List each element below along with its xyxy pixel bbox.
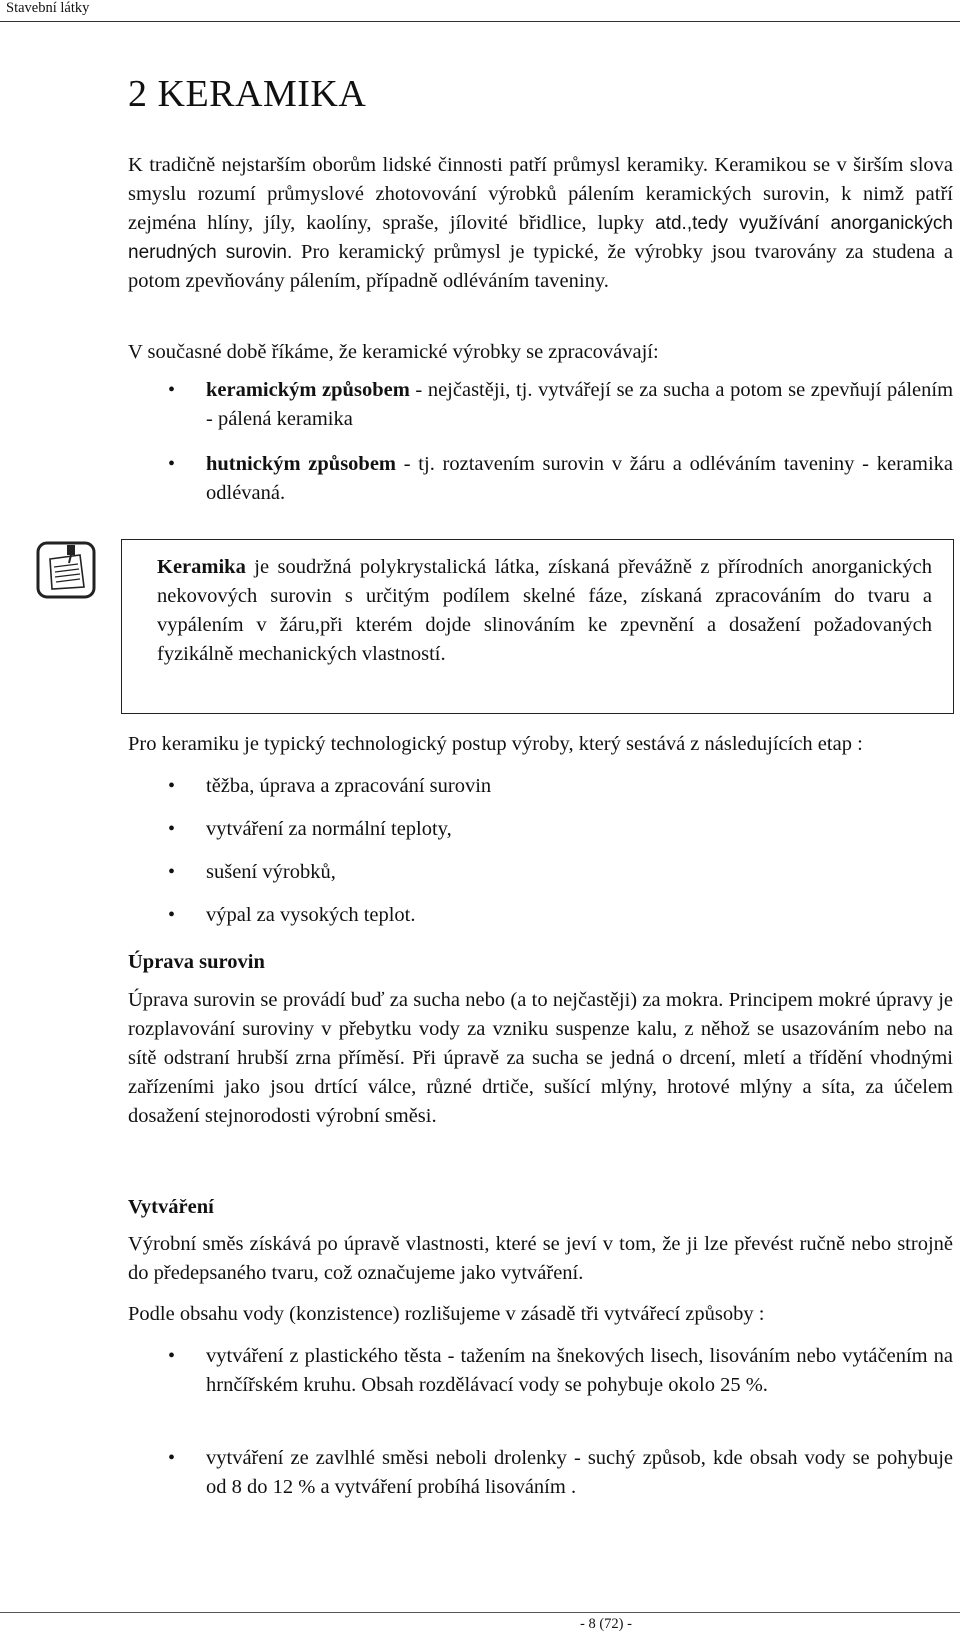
list-item bbox=[128, 815, 953, 844]
forming-method: vytváření z plastického těsta - tažením na šnekových lisech, lisováním nebo vytáčením na hrnčířském kruhu. Obsah rozdělávací vody se pohybuje okolo 25 %. bbox=[206, 1345, 953, 1396]
bullet-icon: • bbox=[168, 861, 176, 883]
chapter-title: 2 KERAMIKA bbox=[128, 73, 367, 115]
header-divider bbox=[0, 21, 960, 22]
methods-intro: V současné době říkáme, že keramické výrobky se zpracovávají: bbox=[128, 341, 659, 363]
section-heading-vytvareni: Vytváření bbox=[128, 1196, 214, 1218]
process-intro: Pro keramiku je typický technologický postup výroby, který sestává z následujících etap : bbox=[128, 733, 863, 755]
process-step: výpal za vysokých teplot. bbox=[206, 904, 416, 926]
intro-part-1: K tradičně nejstarším oborům lidské činnosti patří průmysl keramiky. Keramikou se v širším slova smyslu rozumí průmyslové zhotovování výrobků pálením keramických surovin, k nimž patří zejména hlíny, jíly, kaolíny, spraše, jílovité břidlice, lupky bbox=[128, 154, 953, 234]
list-item bbox=[128, 450, 953, 508]
running-header: Stavební látky bbox=[6, 0, 90, 16]
definition-text bbox=[157, 553, 932, 669]
bullet-icon: • bbox=[168, 1345, 176, 1367]
method-name: keramickým způsobem bbox=[206, 379, 410, 401]
definition-term: Keramika bbox=[157, 556, 246, 578]
page-number: - 8 (72) - bbox=[580, 1616, 632, 1632]
process-step: sušení výrobků, bbox=[206, 861, 336, 883]
list-item bbox=[128, 901, 953, 930]
bullet-icon: • bbox=[168, 453, 176, 475]
intro-part-2: atd.,tedy využívání anorganických nerudných surovin. bbox=[128, 213, 953, 263]
forming-method: vytváření ze zavlhlé směsi neboli drolenky - suchý způsob, kde obsah vody se pohybuje od 8 do 12 % a vytváření probíhá lisováním . bbox=[206, 1447, 953, 1498]
list-item bbox=[128, 1342, 953, 1400]
uprava-paragraph: Úprava surovin se provádí buď za sucha nebo (a to nejčastěji) za mokra. Principem mokré úpravy je rozplavování suroviny v přebytku vody za vzniku suspenze kalu, z něhož se usazováním nebo na sítě odstraní hrubší zrna příměsí. Při úpravě za sucha se jedná o drcení, mletí a třídění vhodnými zařízeními jako jsou drtící válce, různé drtiče, sušící mlýny, hrotové mlýny a síta, za účelem dosažení stejnorodosti výrobní směsi. bbox=[128, 989, 953, 1127]
method-desc: - nejčastěji, tj. vytvářejí se za sucha a potom se zpevňují pálením - pálená keramika bbox=[206, 379, 954, 430]
notepad-pushpin-icon bbox=[36, 541, 96, 599]
bullet-icon: • bbox=[168, 904, 176, 926]
list-item bbox=[128, 1444, 953, 1502]
process-step: těžba, úprava a zpracování surovin bbox=[206, 775, 492, 797]
intro-part-3: Pro keramický průmysl je typické, že výrobky jsou tvarovány za studena a potom zpevňovány pálením, případně odléváním taveniny. bbox=[128, 241, 953, 292]
list-item bbox=[128, 858, 953, 887]
method-name: hutnickým způsobem bbox=[206, 453, 396, 475]
section-heading-uprava: Úprava surovin bbox=[128, 951, 265, 973]
bullet-icon: • bbox=[168, 775, 176, 797]
vytvareni-intro: Podle obsahu vody (konzistence) rozlišujeme v zásadě tři vytvářecí způsoby : bbox=[128, 1303, 765, 1325]
bullet-icon: • bbox=[168, 379, 176, 401]
bullet-icon: • bbox=[168, 1447, 176, 1469]
list-item bbox=[128, 772, 953, 801]
vytvareni-paragraph: Výrobní směs získává po úpravě vlastnosti, které se jeví v tom, že ji lze převést ručně nebo strojně do předepsaného tvaru, což označujeme jako vytváření. bbox=[128, 1233, 953, 1284]
process-step: vytváření za normální teploty, bbox=[206, 818, 452, 840]
list-item bbox=[128, 376, 953, 434]
intro-paragraph bbox=[128, 151, 953, 296]
footer-divider bbox=[0, 1612, 960, 1613]
method-desc: - tj. roztavením surovin v žáru a odléváním taveniny - keramika odlévaná. bbox=[206, 453, 953, 504]
bullet-icon: • bbox=[168, 818, 176, 840]
definition-body: je soudržná polykrystalická látka, získaná převážně z přírodních anorganických nekovových surovin s určitým podílem skelné fáze, získaná zpracováním do tvaru a vypálením v žáru,při kterém dojde slinováním ke zpevnění a dosažení požadovaných fyzikálně mechanických vlastností. bbox=[157, 556, 932, 665]
